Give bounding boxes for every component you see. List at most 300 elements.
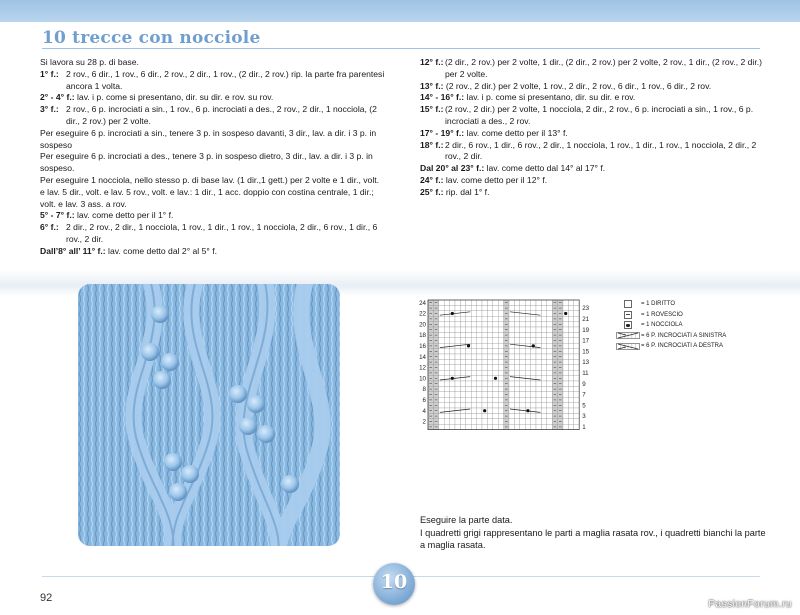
chart-cell xyxy=(541,359,546,364)
chart-cell xyxy=(450,305,455,310)
chart-cell xyxy=(509,338,514,343)
top-color-bar xyxy=(0,0,800,22)
chart-cell xyxy=(477,354,482,359)
chart-cell xyxy=(460,354,465,359)
row-number-right: 19 xyxy=(582,326,590,334)
chart-cell xyxy=(450,300,455,305)
chart-cell xyxy=(466,424,471,429)
chart-cell xyxy=(466,419,471,424)
chart-cell xyxy=(547,386,552,391)
legend-item xyxy=(615,341,726,352)
chart-cell xyxy=(574,316,579,321)
chart-cell xyxy=(563,424,568,429)
chart-cell xyxy=(498,376,503,381)
chart-cell xyxy=(493,300,498,305)
chart-cell xyxy=(520,349,525,354)
chart-cell xyxy=(460,322,465,327)
chart-cell xyxy=(547,359,552,364)
chart-cell xyxy=(482,343,487,348)
chart-cell xyxy=(460,392,465,397)
chart-legend xyxy=(615,299,726,352)
row-number-left: 2 xyxy=(422,418,426,426)
chart-cell xyxy=(439,413,444,418)
chart-cell xyxy=(466,386,471,391)
chart-cell xyxy=(450,365,455,370)
chart-cell xyxy=(536,349,541,354)
chart-cell xyxy=(466,338,471,343)
chart-cell xyxy=(563,316,568,321)
row-text: (2 dir., 2 rov.) per 2 volte, 1 dir., (2 dir., 2 rov.) per 2 volte, 2 rov., 1 dir., (2 rov., 2 dir.) per 2 volte. xyxy=(445,57,762,79)
chart-cell xyxy=(568,413,573,418)
chart-cell xyxy=(509,392,514,397)
chart-cell xyxy=(520,359,525,364)
chart-cell xyxy=(444,403,449,408)
chart-cell xyxy=(439,392,444,397)
chart-cell xyxy=(536,408,541,413)
chart-cell xyxy=(536,327,541,332)
chart-cell xyxy=(536,300,541,305)
chart-cell xyxy=(536,397,541,402)
chart-cell xyxy=(568,392,573,397)
chart-cell xyxy=(563,300,568,305)
chart-cell xyxy=(444,376,449,381)
chart-cell xyxy=(574,403,579,408)
chart-cell xyxy=(536,424,541,429)
chart-cell xyxy=(466,300,471,305)
chart-cell xyxy=(514,413,519,418)
chart-cell xyxy=(471,300,476,305)
chart-cell xyxy=(541,419,546,424)
chart-cell xyxy=(455,365,460,370)
chart-cell xyxy=(509,376,514,381)
chart-cell xyxy=(525,419,530,424)
row-number-left: 16 xyxy=(419,343,426,350)
chart-cell xyxy=(477,403,482,408)
row-label: Dall’8° all’ 11° f.: xyxy=(40,245,106,256)
chart-cell xyxy=(531,349,536,354)
bobble-mark xyxy=(451,377,454,380)
bobble-mark xyxy=(526,409,529,412)
chart-cell xyxy=(482,338,487,343)
chart-cell xyxy=(514,327,519,332)
chart-cell xyxy=(563,322,568,327)
chart-cell xyxy=(482,397,487,402)
chart-cell xyxy=(460,370,465,375)
chart-cell xyxy=(460,316,465,321)
chart-cell xyxy=(547,381,552,386)
chart-cell xyxy=(525,403,530,408)
instruction-row xyxy=(40,104,385,128)
chart-cell xyxy=(563,381,568,386)
chart-cell xyxy=(455,338,460,343)
chart-cell xyxy=(471,305,476,310)
row-number-right: 7 xyxy=(582,391,586,399)
chart-cell xyxy=(444,424,449,429)
chart-cell xyxy=(574,343,579,348)
chart-cell xyxy=(444,349,449,354)
chart-cell xyxy=(439,338,444,343)
chart-cell xyxy=(477,413,482,418)
row-number-left: 6 xyxy=(422,397,426,404)
legend-label: = 1 NOCCIOLA xyxy=(641,322,683,328)
chart-cell xyxy=(531,327,536,332)
chart-cell xyxy=(466,403,471,408)
chart-cell xyxy=(531,386,536,391)
chart-cell xyxy=(487,322,492,327)
chart-cell xyxy=(493,403,498,408)
chart-cell xyxy=(541,365,546,370)
chart-cell xyxy=(574,349,579,354)
chart-cell xyxy=(563,332,568,337)
chart-cell xyxy=(487,300,492,305)
chart-cell xyxy=(455,322,460,327)
chart-cell xyxy=(525,381,530,386)
chart-cell xyxy=(568,397,573,402)
chart-cell xyxy=(498,300,503,305)
chart-cell xyxy=(482,413,487,418)
chart-cell xyxy=(455,349,460,354)
chart-cell xyxy=(520,332,525,337)
chart-cell xyxy=(444,327,449,332)
chart-cell xyxy=(568,354,573,359)
legend-symbol-cable-right-icon xyxy=(615,343,641,350)
chart-cell xyxy=(455,332,460,337)
chart-cell xyxy=(450,349,455,354)
chart-cell xyxy=(547,408,552,413)
row-number-right: 17 xyxy=(582,337,590,345)
chart-cell xyxy=(563,392,568,397)
chart-cell xyxy=(541,343,546,348)
chart-cell xyxy=(536,354,541,359)
chart-cell xyxy=(568,332,573,337)
chart-cell xyxy=(531,419,536,424)
chart-cell xyxy=(509,403,514,408)
chart-cell xyxy=(471,359,476,364)
legend-symbol-dot-icon xyxy=(615,321,641,329)
chart-cell xyxy=(574,359,579,364)
chart-cell xyxy=(455,397,460,402)
row-number-left: 24 xyxy=(419,299,426,307)
chart-cell xyxy=(568,349,573,354)
chart-cell xyxy=(444,386,449,391)
chart-cell xyxy=(568,316,573,321)
chart-cell xyxy=(536,316,541,321)
chart-cell xyxy=(541,408,546,413)
chart-cell xyxy=(525,305,530,310)
chart-cell xyxy=(541,305,546,310)
chart-cell xyxy=(439,365,444,370)
chart-cell xyxy=(482,311,487,316)
chart-cell xyxy=(541,316,546,321)
chart-cell xyxy=(450,332,455,337)
chart-cell xyxy=(531,305,536,310)
chart-cell xyxy=(460,365,465,370)
row-text: rip. dal 1° f. xyxy=(445,186,490,197)
row-label: 17° - 19° f.: xyxy=(420,127,465,138)
chart-cell xyxy=(493,322,498,327)
chart-cell xyxy=(439,349,444,354)
chart-cell xyxy=(493,397,498,402)
chart-cell xyxy=(471,316,476,321)
chart-cell xyxy=(509,327,514,332)
chart-cell xyxy=(460,403,465,408)
chart-cell xyxy=(450,327,455,332)
row-label: 15° f.: xyxy=(420,104,444,115)
chart-cell xyxy=(482,419,487,424)
chart-cell xyxy=(514,408,519,413)
chart-cell xyxy=(514,386,519,391)
chart-cell xyxy=(509,311,514,316)
chart-cell xyxy=(509,413,514,418)
chart-cell xyxy=(568,381,573,386)
chart-cell xyxy=(509,349,514,354)
chart-cell xyxy=(568,322,573,327)
chart-cell xyxy=(487,359,492,364)
chart-cell xyxy=(482,365,487,370)
chart-cell xyxy=(471,322,476,327)
chart-cell xyxy=(568,300,573,305)
chart-cell xyxy=(498,316,503,321)
chart-cell xyxy=(520,305,525,310)
chart-cell xyxy=(439,343,444,348)
chart-cell xyxy=(444,311,449,316)
chart-cell xyxy=(471,424,476,429)
chart-cell xyxy=(531,338,536,343)
chart-cell xyxy=(509,332,514,337)
chart-cell xyxy=(477,316,482,321)
chart-cell xyxy=(439,370,444,375)
chart-cell xyxy=(471,397,476,402)
chart-cell xyxy=(509,316,514,321)
chart-cell xyxy=(531,359,536,364)
chart-cell xyxy=(477,386,482,391)
chart-cell xyxy=(466,392,471,397)
chart-cell xyxy=(460,397,465,402)
chart-cell xyxy=(455,359,460,364)
chart-cell xyxy=(455,305,460,310)
chart-cell xyxy=(568,386,573,391)
chart-cell xyxy=(455,316,460,321)
chart-cell xyxy=(574,424,579,429)
chart-cell xyxy=(574,327,579,332)
row-number-right: 9 xyxy=(582,380,586,388)
chart-cell xyxy=(450,370,455,375)
chart-cell xyxy=(520,327,525,332)
chart-cell xyxy=(477,359,482,364)
bobble-mark xyxy=(483,409,486,412)
chart-cell xyxy=(541,392,546,397)
chart-cell xyxy=(574,376,579,381)
chart-cell xyxy=(525,392,530,397)
chart-cell xyxy=(460,311,465,316)
row-label: 1° f.: xyxy=(40,68,59,79)
chart-cell xyxy=(574,332,579,337)
chart-cell xyxy=(563,403,568,408)
chart-cell xyxy=(525,365,530,370)
chart-cell xyxy=(460,419,465,424)
chart-cell xyxy=(444,397,449,402)
chart-cell xyxy=(509,419,514,424)
chart-cell xyxy=(455,386,460,391)
chart-cell xyxy=(536,376,541,381)
legend-label: = 1 DIRITTO xyxy=(641,301,676,307)
chart-cell xyxy=(514,338,519,343)
chart-cell xyxy=(498,365,503,370)
chart-cell xyxy=(493,349,498,354)
chart-cell xyxy=(460,424,465,429)
chart-cell xyxy=(514,376,519,381)
chart-cell xyxy=(439,419,444,424)
instruction-row xyxy=(420,128,770,140)
chart-cell xyxy=(547,354,552,359)
chart-cell xyxy=(547,376,552,381)
chart-cell xyxy=(509,397,514,402)
chart-cell xyxy=(471,365,476,370)
page-title: 10 trecce con nocciole xyxy=(42,28,261,48)
chart-cell xyxy=(444,365,449,370)
chart-cell xyxy=(487,349,492,354)
chart-cell xyxy=(450,316,455,321)
chart-cell xyxy=(531,392,536,397)
chart-cell xyxy=(444,419,449,424)
row-label: 5° - 7° f.: xyxy=(40,210,75,221)
chart-cell xyxy=(574,419,579,424)
chart-cell xyxy=(460,408,465,413)
chart-cell xyxy=(482,300,487,305)
row-number-left: 18 xyxy=(419,332,426,340)
chart-cell xyxy=(487,408,492,413)
chart-cell xyxy=(568,343,573,348)
chart-cell xyxy=(563,354,568,359)
chart-cell xyxy=(568,370,573,375)
chart-cell xyxy=(487,370,492,375)
chart-cell xyxy=(498,392,503,397)
chart-cell xyxy=(455,300,460,305)
chart-cell xyxy=(536,419,541,424)
chart-cell xyxy=(563,349,568,354)
chart-cell xyxy=(514,349,519,354)
chart-cell xyxy=(439,386,444,391)
chart-cell xyxy=(439,322,444,327)
row-number-left: 8 xyxy=(422,386,426,394)
chart-cell xyxy=(444,370,449,375)
chart-cell xyxy=(466,332,471,337)
chart-cell xyxy=(482,349,487,354)
chart-cell xyxy=(531,300,536,305)
chart-cell xyxy=(563,338,568,343)
chart-cell xyxy=(531,322,536,327)
chart-cell xyxy=(525,354,530,359)
chart-cell xyxy=(498,322,503,327)
chart-cell xyxy=(563,359,568,364)
chart-cell xyxy=(466,376,471,381)
chart-cell xyxy=(541,413,546,418)
legend-symbol-cable-left-icon xyxy=(615,332,641,339)
chart-cell xyxy=(547,305,552,310)
bobble-mark xyxy=(467,344,470,347)
chart-cell xyxy=(460,343,465,348)
chart-cell xyxy=(439,311,444,316)
chart-cell xyxy=(455,354,460,359)
chart-cell xyxy=(493,408,498,413)
row-text: lav. come detto dal 14° al 17° f. xyxy=(486,163,606,174)
chart-cell xyxy=(563,386,568,391)
chart-cell xyxy=(493,386,498,391)
chart-cell xyxy=(444,316,449,321)
chart-cell xyxy=(487,305,492,310)
chart-cell xyxy=(466,365,471,370)
chart-cell xyxy=(531,381,536,386)
chart-cell xyxy=(493,316,498,321)
chart-cell xyxy=(460,327,465,332)
chart-cell xyxy=(574,413,579,418)
chart-cell xyxy=(514,403,519,408)
chart-cell xyxy=(498,419,503,424)
chart-cell xyxy=(574,386,579,391)
chart-cell xyxy=(498,349,503,354)
chart-cell xyxy=(493,424,498,429)
chart-cell xyxy=(477,322,482,327)
chart-cell xyxy=(574,381,579,386)
row-label: 18° f.: xyxy=(420,139,444,150)
chart-cell xyxy=(487,419,492,424)
chart-cell xyxy=(514,419,519,424)
chart-cell xyxy=(471,386,476,391)
chart-cell xyxy=(444,332,449,337)
chart-cell xyxy=(541,403,546,408)
chart-cell xyxy=(498,327,503,332)
chart-cell xyxy=(460,376,465,381)
chart-cell xyxy=(541,327,546,332)
chart-cell xyxy=(498,343,503,348)
instructions-right-column xyxy=(420,57,770,199)
row-label: 6° f.: xyxy=(40,222,59,233)
chart-cell xyxy=(568,403,573,408)
chart-cell xyxy=(493,311,498,316)
chart-cell xyxy=(520,419,525,424)
chart-cell xyxy=(477,311,482,316)
chart-cell xyxy=(541,370,546,375)
chart-cell xyxy=(574,370,579,375)
chart-cell xyxy=(547,311,552,316)
chart-cell xyxy=(450,338,455,343)
pattern-number-badge xyxy=(373,563,415,605)
chart-cell xyxy=(531,316,536,321)
chart-cell xyxy=(450,359,455,364)
chart-cell xyxy=(444,343,449,348)
chart-cell xyxy=(520,392,525,397)
chart-cell xyxy=(477,381,482,386)
bobble-mark xyxy=(564,312,567,315)
chart-cell xyxy=(439,300,444,305)
chart-cell xyxy=(482,403,487,408)
chart-cell xyxy=(520,322,525,327)
row-number-left: 12 xyxy=(419,364,426,372)
chart-cell xyxy=(477,327,482,332)
instruction-row xyxy=(420,163,770,175)
chart-cell xyxy=(541,424,546,429)
chart-cell xyxy=(520,386,525,391)
chart-cell xyxy=(520,316,525,321)
chart-cell xyxy=(547,413,552,418)
chart-cell xyxy=(541,300,546,305)
chart-cell xyxy=(514,300,519,305)
chart-cell xyxy=(536,413,541,418)
chart-cell xyxy=(547,419,552,424)
chart-cell xyxy=(487,397,492,402)
chart-cell xyxy=(574,305,579,310)
chart-cell xyxy=(482,316,487,321)
